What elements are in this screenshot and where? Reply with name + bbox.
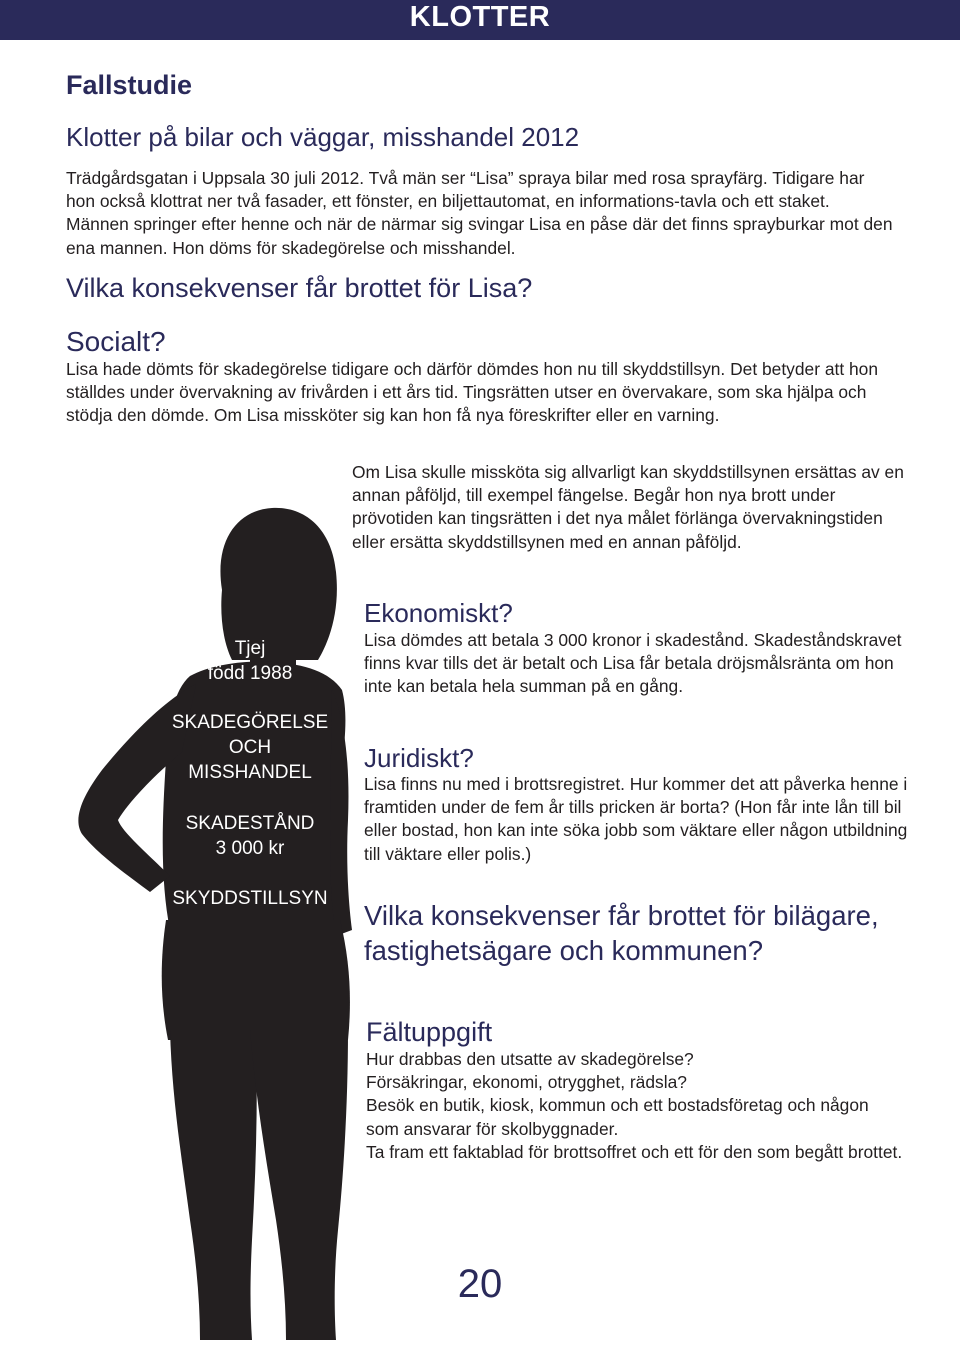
chapter-title: KLOTTER: [409, 1, 551, 33]
fieldwork-line: Försäkringar, ekonomi, otrygghet, rädsla?: [366, 1072, 687, 1093]
figure-crime-1: SKADEGÖRELSE: [171, 712, 329, 733]
social-heading: Socialt?: [66, 326, 166, 357]
figure-crimes: [160, 710, 340, 785]
figure-damages-amount: 3 000 kr: [215, 838, 285, 859]
page-number: 20: [457, 1262, 503, 1306]
main-question: Vilka konsekvenser får brottet för Lisa?: [66, 273, 533, 303]
fieldwork-line: Hur drabbas den utsatte av skadegörelse?: [366, 1049, 694, 1069]
case-intro-text: Trädgårdsgatan i Uppsala 30 juli 2012. Två män ser “Lisa” spraya bilar med rosa sprayfärg. Tidigare har hon också klottrat ner två fasader, ett fönster, en biljettautomat, en informations-tavla och ett staket. Männen springer efter henne och när de närmar sig svingar Lisa en påse där det finns sprayburkar mot den ena mannen. Hon döms för skadegörelse och misshandel.: [66, 168, 893, 258]
silhouette-shape: [78, 508, 352, 1340]
figure-sentence: SKYDDSTILLSYN: [172, 888, 328, 909]
fieldwork-list: [366, 1048, 906, 1164]
figure-gender: Tjej: [234, 638, 266, 659]
fieldwork-heading: Fältuppgift: [366, 1017, 493, 1047]
figure-identity: [160, 636, 340, 686]
fieldwork-line: Ta fram ett faktablad för brottsoffret och ett för den som begått brottet.: [366, 1141, 903, 1162]
economic-heading: Ekonomiskt?: [364, 598, 513, 628]
figure-damages-label: SKADESTÅND: [185, 813, 315, 834]
figure-crime-3: MISSHANDEL: [188, 762, 312, 783]
figure-birth-year: född 1988: [207, 663, 293, 684]
economic-text: Lisa dömdes att betala 3 000 kronor i skadestånd. Skadeståndskravet finns kvar tills det är betalt och Lisa får betala dröjsmålsränta om hon inte kan betala hela summan på en gång.: [364, 630, 902, 697]
figure-damages: [160, 811, 340, 861]
social-text-continued: Om Lisa skulle missköta sig allvarligt kan skyddstillsynen ersättas av en annan påföljd, till exempel fängelse. Begår hon nya brott under prövotiden kan tingsrätten i det nya målet förlänga övervakningstiden eller ersätta skyddstillsynen med en annan påföljd.: [352, 462, 904, 552]
case-title: Klotter på bilar och väggar, misshandel 2012: [66, 122, 580, 152]
section-label: Fallstudie: [66, 70, 193, 100]
social-text: Lisa hade dömts för skadegörelse tidigare och därför dömdes hon nu till skyddstillsyn. Det betyder att hon ställdes under övervakning av frivården i ett års tid. Tingsrätten utser en övervakare, som ska hjälpa och stödja den dömde. Om Lisa missköter sig kan hon få nya föreskrifter eller en varning.: [66, 359, 879, 426]
legal-text: Lisa finns nu med i brottsregistret. Hur kommer det att påverka henne i framtiden under de fem år tills pricken är borta? (Hon får inte lån till bil eller bostad, hon kan inte söka jobb som väktare eller någon utbildning till väktare eller polis.): [364, 774, 908, 864]
legal-heading: Juridiskt?: [364, 743, 474, 773]
figure-crime-2: OCH: [228, 737, 272, 758]
fieldwork-line: Besök en butik, kiosk, kommun och ett bostadsföretag och någon som ansvarar för skolbyggnader.: [366, 1095, 869, 1139]
owner-question: Vilka konsekvenser får brottet för bilägare, fastighetsägare och kommunen?: [364, 900, 879, 966]
